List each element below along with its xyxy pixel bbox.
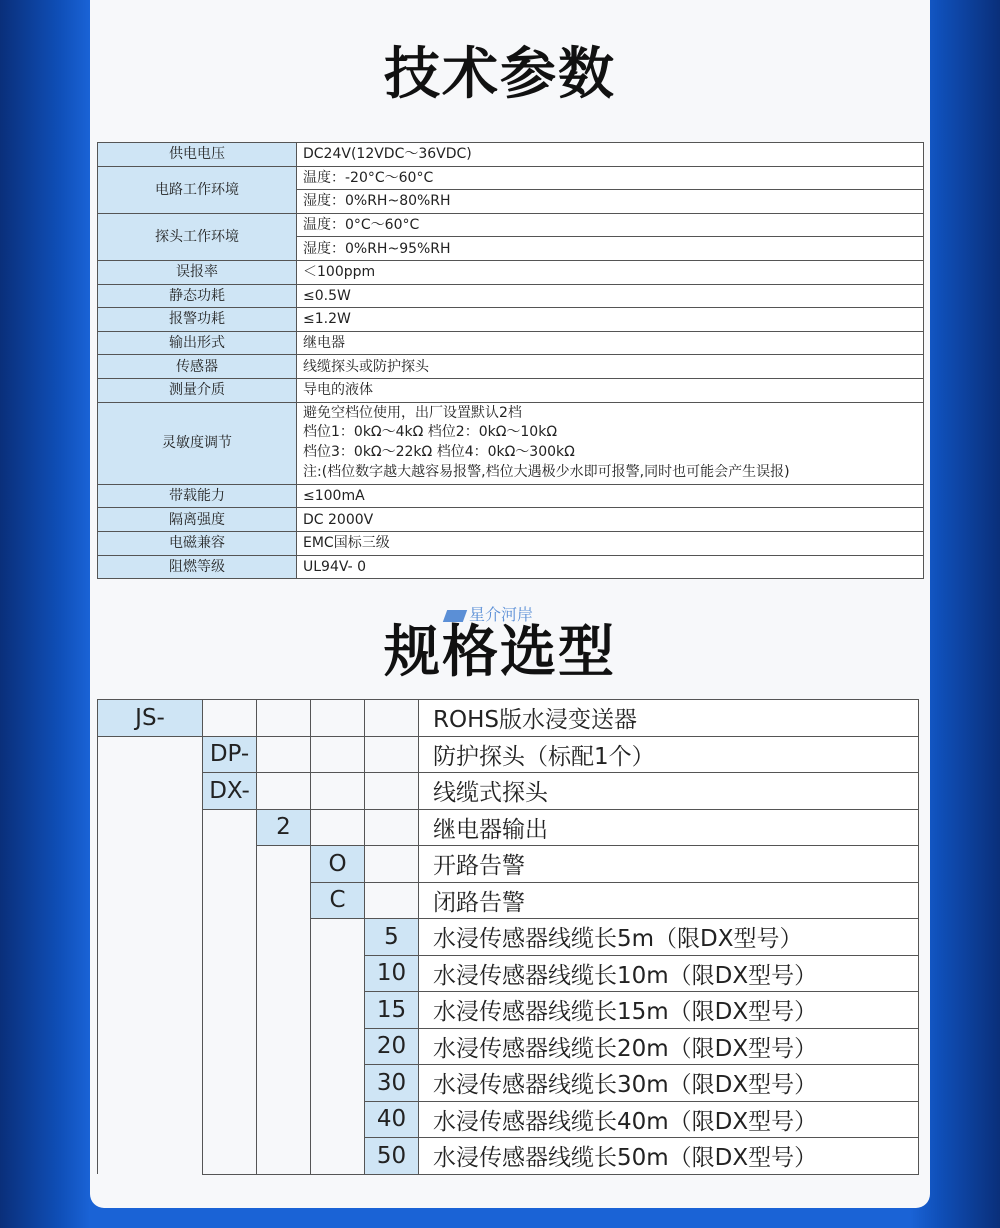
table-row	[98, 736, 919, 773]
model-code: O	[311, 846, 365, 883]
spec-label: 带载能力	[98, 484, 297, 508]
spec-line: 避免空档位使用，出厂设置默认2档	[303, 404, 522, 421]
model-desc: 水浸传感器线缆长10m（限DX型号）	[419, 955, 919, 992]
spec-value: ≤0.5W	[297, 284, 924, 308]
model-desc: 开路告警	[419, 846, 919, 883]
model-desc: 水浸传感器线缆长15m（限DX型号）	[419, 992, 919, 1029]
model-code: 15	[365, 992, 419, 1029]
spec-label: 误报率	[98, 260, 297, 284]
model-code: C	[311, 882, 365, 919]
spec-value: ≤1.2W	[297, 308, 924, 332]
table-row	[98, 484, 924, 508]
table-row	[98, 355, 924, 379]
model-code: 5	[365, 919, 419, 956]
model-desc: 水浸传感器线缆长5m（限DX型号）	[419, 919, 919, 956]
model-desc: 水浸传感器线缆长40m（限DX型号）	[419, 1101, 919, 1138]
model-code: 10	[365, 955, 419, 992]
spec-label: 电磁兼容	[98, 531, 297, 555]
spec-section-title: 技术参数	[384, 42, 616, 107]
table-row	[98, 260, 924, 284]
spec-label: 阻燃等级	[98, 555, 297, 579]
spec-label: 探头工作环境	[98, 213, 297, 260]
spec-value: 湿度：0%RH~95%RH	[297, 237, 924, 261]
model-code: 30	[365, 1065, 419, 1102]
spec-label: 电路工作环境	[98, 166, 297, 213]
model-code: DP-	[203, 736, 257, 773]
model-desc: 防护探头（标配1个）	[419, 736, 919, 773]
table-row	[98, 143, 924, 167]
model-selection-table	[97, 699, 919, 1175]
table-row	[98, 213, 924, 237]
spec-value: 温度：-20°C～60°C	[297, 166, 924, 190]
spec-value: ＜100ppm	[297, 260, 924, 284]
table-row	[98, 555, 924, 579]
spec-value: 导电的液体	[297, 378, 924, 402]
table-row	[98, 378, 924, 402]
spec-value: 温度：0°C～60°C	[297, 213, 924, 237]
spec-value-multiline	[297, 402, 924, 484]
model-desc: 水浸传感器线缆长30m（限DX型号）	[419, 1065, 919, 1102]
table-row	[98, 331, 924, 355]
table-row	[98, 508, 924, 532]
table-row	[98, 284, 924, 308]
model-desc: 线缆式探头	[419, 773, 919, 810]
spec-value: UL94V- 0	[297, 555, 924, 579]
spec-value: 线缆探头或防护探头	[297, 355, 924, 379]
spec-table	[97, 142, 924, 579]
table-row	[98, 531, 924, 555]
model-code: 20	[365, 1028, 419, 1065]
spec-line: 注:(档位数字越大越容易报警,档位大遇极少水即可报警,同时也可能会产生误报)	[303, 463, 790, 480]
spec-label: 传感器	[98, 355, 297, 379]
model-section-title: 规格选型	[384, 620, 616, 685]
spec-value: DC24V(12VDC～36VDC)	[297, 143, 924, 167]
spec-label: 测量介质	[98, 378, 297, 402]
table-row	[98, 308, 924, 332]
table-row	[98, 166, 924, 190]
model-desc: 继电器输出	[419, 809, 919, 846]
table-row	[98, 809, 919, 846]
table-row	[98, 700, 919, 737]
spec-value: 继电器	[297, 331, 924, 355]
model-desc: 水浸传感器线缆长20m（限DX型号）	[419, 1028, 919, 1065]
table-row	[98, 402, 924, 484]
spec-line: 档位3：0kΩ～22kΩ 档位4：0kΩ～300kΩ	[303, 444, 575, 461]
spec-label: 供电电压	[98, 143, 297, 167]
spec-value: EMC国标三级	[297, 531, 924, 555]
spec-label: 隔离强度	[98, 508, 297, 532]
model-code: DX-	[203, 773, 257, 810]
spec-value: 湿度：0%RH~80%RH	[297, 190, 924, 214]
model-code: 2	[257, 809, 311, 846]
spec-label: 灵敏度调节	[98, 402, 297, 484]
spec-label: 报警功耗	[98, 308, 297, 332]
spec-label: 静态功耗	[98, 284, 297, 308]
model-code: 40	[365, 1101, 419, 1138]
model-desc: 水浸传感器线缆长50m（限DX型号）	[419, 1138, 919, 1175]
table-row	[98, 773, 919, 810]
model-code: 50	[365, 1138, 419, 1175]
model-desc: 闭路告警	[419, 882, 919, 919]
spec-line: 档位1：0kΩ～4kΩ 档位2：0kΩ～10kΩ	[303, 424, 558, 441]
model-desc: ROHS版水浸变送器	[419, 700, 919, 737]
spec-label: 输出形式	[98, 331, 297, 355]
spec-value: ≤100mA	[297, 484, 924, 508]
watermark-text: 星介河岸	[469, 605, 534, 624]
model-code: JS-	[98, 700, 203, 737]
spec-value: DC 2000V	[297, 508, 924, 532]
